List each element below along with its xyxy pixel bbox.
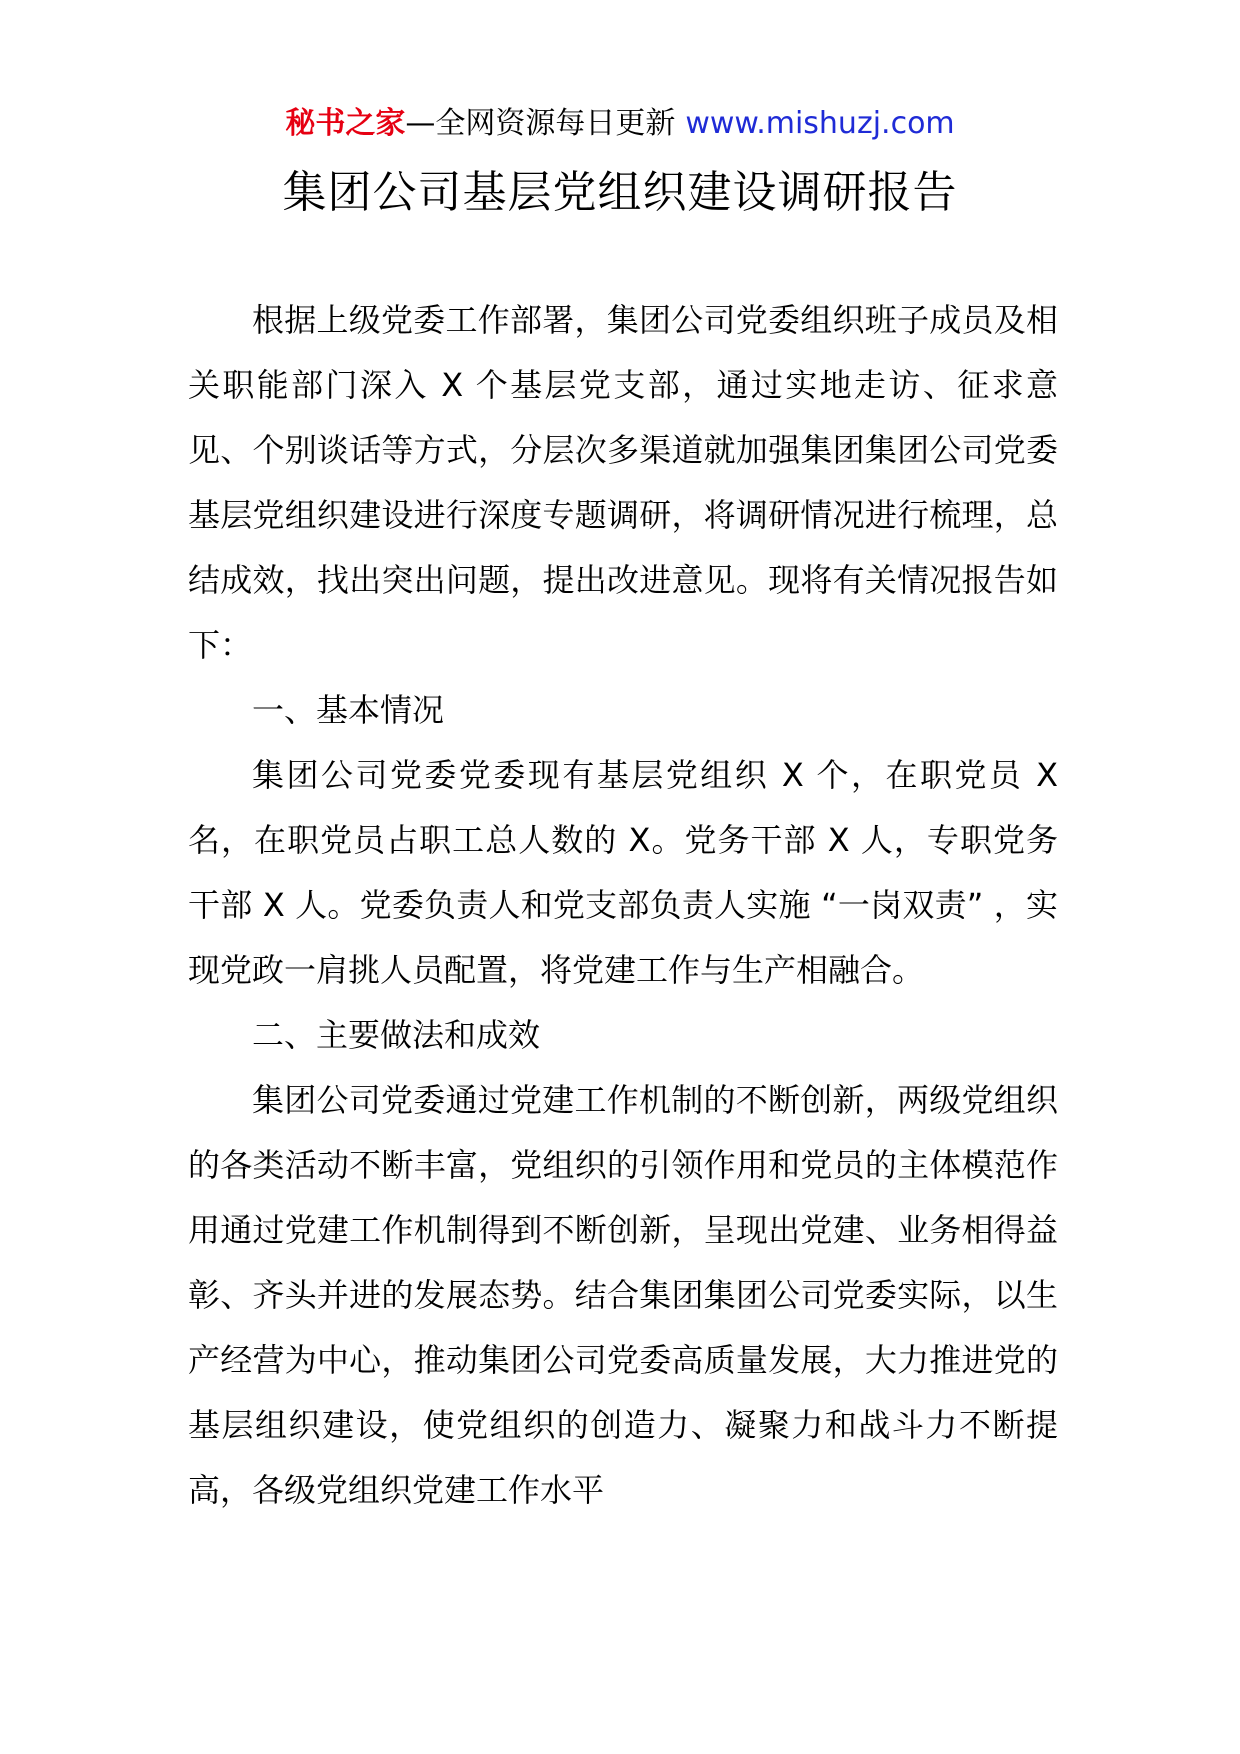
intro-paragraph: 根据上级党委工作部署，集团公司党委组织班子成员及相关职能部门深入 X 个基层党支部，通过实地走访、征求意见、个别谈话等方式，分层次多渠道就加强集团集团公司党委基层党组织建设进行深度专题调研，将调研情况进行梳理，总结成效，找出突出问题，提出改进意见。现将有关情况报告如下： xyxy=(188,301,1058,664)
practices-results-paragraph: 集团公司党委通过党建工作机制的不断创新，两级党组织的各类活动不断丰富，党组织的引领作用和党员的主体模范作用通过党建工作机制得到不断创新，呈现出党建、业务相得益彰、齐头并进的发展态势。结合集团集团公司党委实际，以生产经营为中心，推动集团公司党委高质量发展，大力推进党的基层组织建设，使党组织的创造力、凝聚力和战斗力不断提高，各级党组织党建工作水平 xyxy=(188,1081,1058,1509)
basic-situation-paragraph: 集团公司党委党委现有基层党组织 X 个，在职党员 X 名，在职党员占职工总人数的 X。党务干部 X 人，专职党务干部 X 人。党委负责人和党支部负责人实施 “一岗双责” ，实现党政一肩挑人员配置，将党建工作与生产相融合。 xyxy=(188,756,1058,989)
site-header xyxy=(0,100,1240,148)
brand-slogan: —全网资源每日更新 xyxy=(405,106,676,141)
section-heading-practices-results: 二、主要做法和成效 xyxy=(252,1016,541,1054)
brand-name: 秘书之家 xyxy=(285,106,406,141)
section-heading-basic-situation: 一、基本情况 xyxy=(252,691,445,729)
document-body xyxy=(188,288,1058,1523)
site-url-link[interactable]: www.mishuzj.com xyxy=(685,106,955,141)
document-title: 集团公司基层党组织建设调研报告 xyxy=(282,167,958,218)
